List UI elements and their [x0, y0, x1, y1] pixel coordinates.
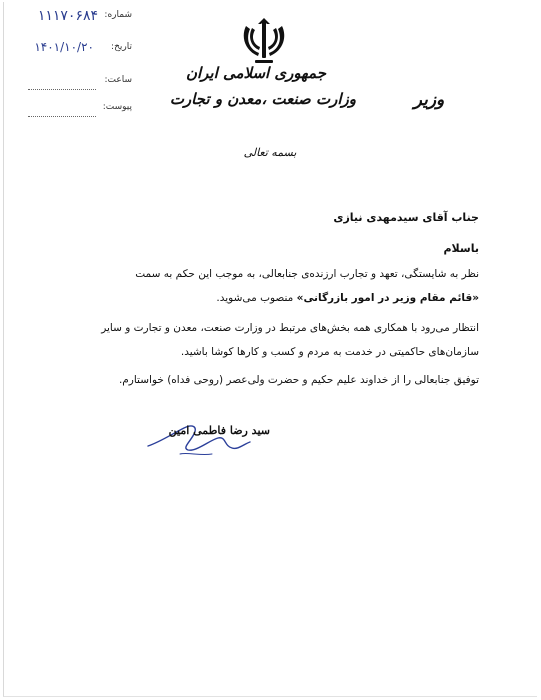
- greeting: باسلام: [443, 242, 479, 255]
- letter-time-label: ساعت:: [104, 75, 132, 85]
- letter-attachment-row: [0, 102, 132, 122]
- addressee: جناب آقای سیدمهدی نیازی: [333, 211, 479, 224]
- signature-block: [140, 412, 280, 462]
- letter-date-label: تاریخ:: [111, 42, 132, 52]
- letter-number-label: شماره:: [104, 10, 132, 20]
- appointment-title: «قائم مقام وزیر در امور بازرگانی»: [296, 292, 479, 304]
- appointment-rest: منصوب می‌شوید.: [216, 292, 297, 304]
- paragraph-appointment-line-1: نظر به شایستگی، تعهد و تجارب ارزنده‌ی جنابعالی، به موجب این حکم به سمت: [135, 268, 479, 280]
- letter-number-value: ۱۱۱۷۰۶۸۴: [37, 8, 98, 24]
- paragraph-expectation: [89, 316, 479, 364]
- paragraph-appointment: [89, 262, 479, 310]
- letter-attachment-label: پیوست:: [102, 102, 132, 112]
- paragraph-expectation-line-2: سازمان‌های حاکمیتی در خدمت به مردم و کسب و کارها کوشا باشید.: [180, 346, 479, 358]
- paragraph-appointment-line-2: [89, 286, 479, 310]
- letter-attachment-line: [28, 116, 96, 117]
- letter-date-row: [0, 42, 132, 62]
- letterhead-ministry: وزارت صنعت ،معدن و تجارت: [169, 90, 356, 108]
- letter-time-row: [0, 75, 132, 95]
- letterhead-republic: جمهوری اسلامی ایران: [185, 64, 326, 82]
- signatory-name: سید رضا فاطمی امین: [168, 424, 270, 437]
- letter-time-line: [28, 89, 96, 90]
- iran-emblem-icon: [238, 16, 290, 68]
- letter-number-row: [0, 10, 132, 30]
- letterhead-minister-title: وزیر: [413, 90, 445, 110]
- invocation: بسمه تعالی: [243, 146, 297, 159]
- letter-date-value: ۱۴۰۱/۱۰/۲۰: [34, 40, 94, 54]
- paragraph-closing: توفیق جنابعالی را از خداوند علیم حکیم و حضرت ولی‌عصر (روحی فداه) خواستارم.: [118, 374, 479, 386]
- paragraph-expectation-line-1: انتظار می‌رود با همکاری همه بخش‌های مرتبط در وزارت صنعت، معدن و تجارت و سایر: [101, 322, 479, 334]
- handwritten-signature-icon: [140, 412, 260, 462]
